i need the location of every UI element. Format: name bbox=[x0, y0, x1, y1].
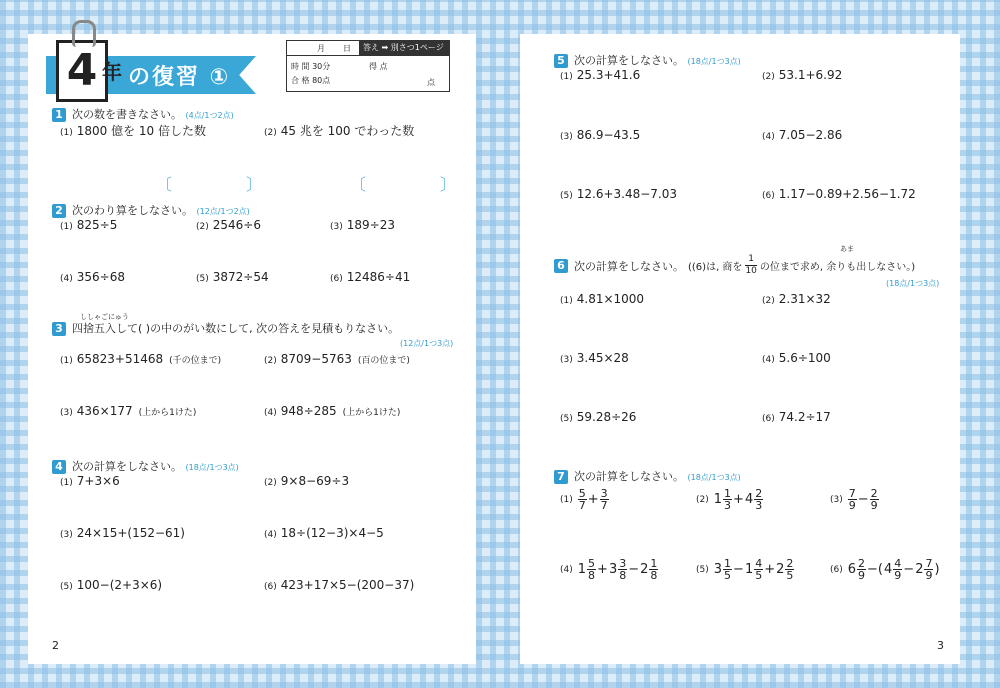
q3-item-1: (1) 65823+51468 (千の位まで) bbox=[60, 352, 222, 366]
grade-box bbox=[56, 40, 108, 102]
q6-item-2: (2) 2.31×32 bbox=[762, 292, 831, 306]
answer-bracket-close-2: 〕 bbox=[440, 175, 457, 194]
q5-points: (18点/1つ3点) bbox=[687, 57, 741, 66]
score-label: 得 点 bbox=[369, 62, 388, 71]
q1-number: 1 bbox=[52, 108, 66, 122]
q1-text: 次の数を書きなさい。 bbox=[72, 108, 182, 121]
q2-number: 2 bbox=[52, 204, 66, 218]
date-month: 月 bbox=[317, 44, 325, 53]
q5-header bbox=[554, 52, 741, 68]
q5-item-6: (6) 1.17−0.89+2.56−1.72 bbox=[762, 187, 916, 201]
q7-item-label: (1) bbox=[560, 494, 573, 505]
q7-item-label: (5) bbox=[696, 564, 709, 575]
q6-note-fraction: $\frac{1}{10}$ bbox=[745, 254, 757, 276]
q6-number: 6 bbox=[554, 259, 568, 273]
q7-item-2 bbox=[696, 488, 763, 511]
info-box bbox=[286, 40, 450, 92]
q7-item-5 bbox=[696, 558, 794, 581]
q2-points: (12点/1つ2点) bbox=[196, 207, 250, 216]
grade-suffix: 年 bbox=[102, 60, 122, 84]
fraction: $\frac{3}{8}$ bbox=[619, 557, 627, 582]
fraction: $\frac{4}{9}$ bbox=[894, 557, 902, 582]
q7-item-4 bbox=[560, 558, 658, 581]
fraction: $\frac{7}{9}$ bbox=[925, 557, 933, 582]
q4-item-6: (6) 423+17×5−(200−37) bbox=[264, 578, 415, 592]
q6-item-1: (1) 4.81×1000 bbox=[560, 292, 645, 306]
q4-number: 4 bbox=[52, 460, 66, 474]
whole-number: 4 bbox=[744, 492, 754, 507]
answer-bracket-open-1: 〔 bbox=[156, 175, 173, 194]
q6-note-post: の位まで求め, 余りも出しなさい。) bbox=[759, 262, 916, 273]
q4-item-2: (2) 9×8−69÷3 bbox=[264, 474, 350, 488]
score-unit: 点 bbox=[427, 78, 435, 87]
fraction: $\frac{4}{5}$ bbox=[755, 557, 763, 582]
fraction: $\frac{3}{7}$ bbox=[600, 487, 608, 512]
q5-number: 5 bbox=[554, 54, 568, 68]
answer-bracket-close-1: 〕 bbox=[246, 175, 263, 194]
left-page bbox=[28, 34, 476, 664]
q3-item-3: (3) 436×177 (上から1けた) bbox=[60, 404, 197, 418]
q5-item-2: (2) 53.1+6.92 bbox=[762, 68, 843, 82]
whole-number: 2 bbox=[915, 562, 924, 577]
q7-item-3 bbox=[830, 488, 879, 511]
q3-header bbox=[52, 320, 399, 336]
q7-item-label: (6) bbox=[830, 564, 843, 575]
q7-number: 7 bbox=[554, 470, 568, 484]
pass-score: 合 格 80点 bbox=[291, 76, 331, 85]
q6-points: (18点/1つ3点) bbox=[886, 279, 940, 288]
operator: − bbox=[628, 562, 640, 577]
q6-note-pre: ((6)は, 商を bbox=[688, 262, 743, 273]
answer-reference: 答え ➡ 別さつ1ページ bbox=[359, 41, 449, 55]
q2-item-2: (2) 2546÷6 bbox=[196, 218, 261, 232]
grade-number: 4 bbox=[66, 45, 98, 96]
q6-header bbox=[554, 254, 915, 277]
q2-item-5: (5) 3872÷54 bbox=[196, 270, 269, 284]
right-page bbox=[520, 34, 960, 664]
q4-points: (18点/1つ3点) bbox=[185, 463, 239, 472]
whole-number: 3 bbox=[713, 562, 723, 577]
q2-item-3: (3) 189÷23 bbox=[330, 218, 395, 232]
q2-header bbox=[52, 202, 250, 218]
operator: + bbox=[597, 562, 608, 577]
paper-clip-icon bbox=[72, 20, 96, 47]
fraction: $\frac{5}{8}$ bbox=[588, 557, 596, 582]
page-number-left: 2 bbox=[52, 639, 59, 652]
fraction: $\frac{1}{5}$ bbox=[724, 557, 732, 582]
fraction: $\frac{2}{3}$ bbox=[755, 487, 763, 512]
answer-bracket-open-2: 〔 bbox=[350, 175, 367, 194]
operator: − bbox=[733, 562, 744, 577]
q7-text: 次の計算をしなさい。 bbox=[574, 470, 684, 483]
fraction: $\frac{2}{9}$ bbox=[870, 487, 878, 512]
q4-header bbox=[52, 458, 239, 474]
q6-item-3: (3) 3.45×28 bbox=[560, 351, 629, 365]
fraction: $\frac{2}{9}$ bbox=[858, 557, 866, 582]
whole-number: 2 bbox=[776, 562, 785, 577]
whole-number: 3 bbox=[608, 562, 618, 577]
whole-number: 2 bbox=[640, 562, 649, 577]
q7-item-1 bbox=[560, 488, 609, 511]
q7-item-label: (2) bbox=[696, 494, 709, 505]
q2-item-1: (1) 825÷5 bbox=[60, 218, 118, 232]
q6-item-4: (4) 5.6÷100 bbox=[762, 351, 831, 365]
q7-header bbox=[554, 468, 741, 484]
operator: − bbox=[903, 562, 915, 577]
q3-points: (12点/1つ3点) bbox=[400, 339, 454, 348]
q4-item-1: (1) 7+3×6 bbox=[60, 474, 120, 488]
q7-item-label: (4) bbox=[560, 564, 573, 575]
q1-item-1: (1) 1800 億を 10 倍した数 bbox=[60, 124, 207, 138]
q1-header bbox=[52, 106, 234, 122]
q6-item-6: (6) 74.2÷17 bbox=[762, 410, 831, 424]
q4-text: 次の計算をしなさい。 bbox=[72, 460, 182, 473]
q2-item-4: (4) 356÷68 bbox=[60, 270, 125, 284]
page-number-right: 3 bbox=[937, 639, 944, 652]
q6-text: 次の計算をしなさい。 bbox=[574, 259, 684, 273]
q1-points: (4点/1つ2点) bbox=[185, 111, 234, 120]
q5-item-5: (5) 12.6+3.48−7.03 bbox=[560, 187, 678, 201]
q5-item-1: (1) 25.3+41.6 bbox=[560, 68, 641, 82]
q5-item-3: (3) 86.9−43.5 bbox=[560, 128, 641, 142]
q3-number: 3 bbox=[52, 322, 66, 336]
page-title: の復習 ① bbox=[128, 65, 231, 90]
operator: −( bbox=[867, 562, 883, 577]
q4-item-5: (5) 100−(2+3×6) bbox=[60, 578, 163, 592]
q6-ruby: あま bbox=[840, 245, 854, 253]
whole-number: 1 bbox=[713, 492, 723, 507]
operator: − bbox=[857, 492, 869, 507]
whole-number: 1 bbox=[577, 562, 587, 577]
fraction: $\frac{7}{9}$ bbox=[848, 487, 856, 512]
time-limit: 時 間 30分 bbox=[291, 62, 331, 71]
q6-item-5: (5) 59.28÷26 bbox=[560, 410, 637, 424]
operator: + bbox=[764, 562, 776, 577]
operator: + bbox=[587, 492, 599, 507]
q2-item-6: (6) 12486÷41 bbox=[330, 270, 411, 284]
whole-number: 4 bbox=[884, 562, 893, 577]
q5-item-4: (4) 7.05−2.86 bbox=[762, 128, 843, 142]
q4-item-3: (3) 24×15+(152−61) bbox=[60, 526, 185, 540]
date-day: 日 bbox=[343, 44, 351, 53]
q5-text: 次の計算をしなさい。 bbox=[574, 54, 684, 67]
operator: ) bbox=[934, 562, 940, 577]
q3-ruby: ししゃごにゅう bbox=[80, 313, 129, 321]
q7-points: (18点/1つ3点) bbox=[687, 473, 741, 482]
whole-number: 1 bbox=[744, 562, 754, 577]
q3-text: 四捨五入して( )の中のがい数にして, 次の答えを見積もりなさい。 bbox=[72, 322, 400, 335]
whole-number: 6 bbox=[847, 562, 857, 577]
q3-item-4: (4) 948÷285 (上から1けた) bbox=[264, 404, 401, 418]
fraction: $\frac{1}{8}$ bbox=[650, 557, 658, 582]
q1-item-2: (2) 45 兆を 100 でわった数 bbox=[264, 124, 415, 138]
fraction: $\frac{2}{5}$ bbox=[786, 557, 794, 582]
q7-item-label: (3) bbox=[830, 494, 843, 505]
q7-item-6 bbox=[830, 558, 940, 581]
operator: + bbox=[733, 492, 744, 507]
q4-item-4: (4) 18÷(12−3)×4−5 bbox=[264, 526, 384, 540]
fraction: $\frac{1}{3}$ bbox=[724, 487, 732, 512]
fraction: $\frac{5}{7}$ bbox=[578, 487, 586, 512]
q2-text: 次のわり算をしなさい。 bbox=[72, 204, 193, 217]
q3-item-2: (2) 8709−5763 (百の位まで) bbox=[264, 352, 410, 366]
